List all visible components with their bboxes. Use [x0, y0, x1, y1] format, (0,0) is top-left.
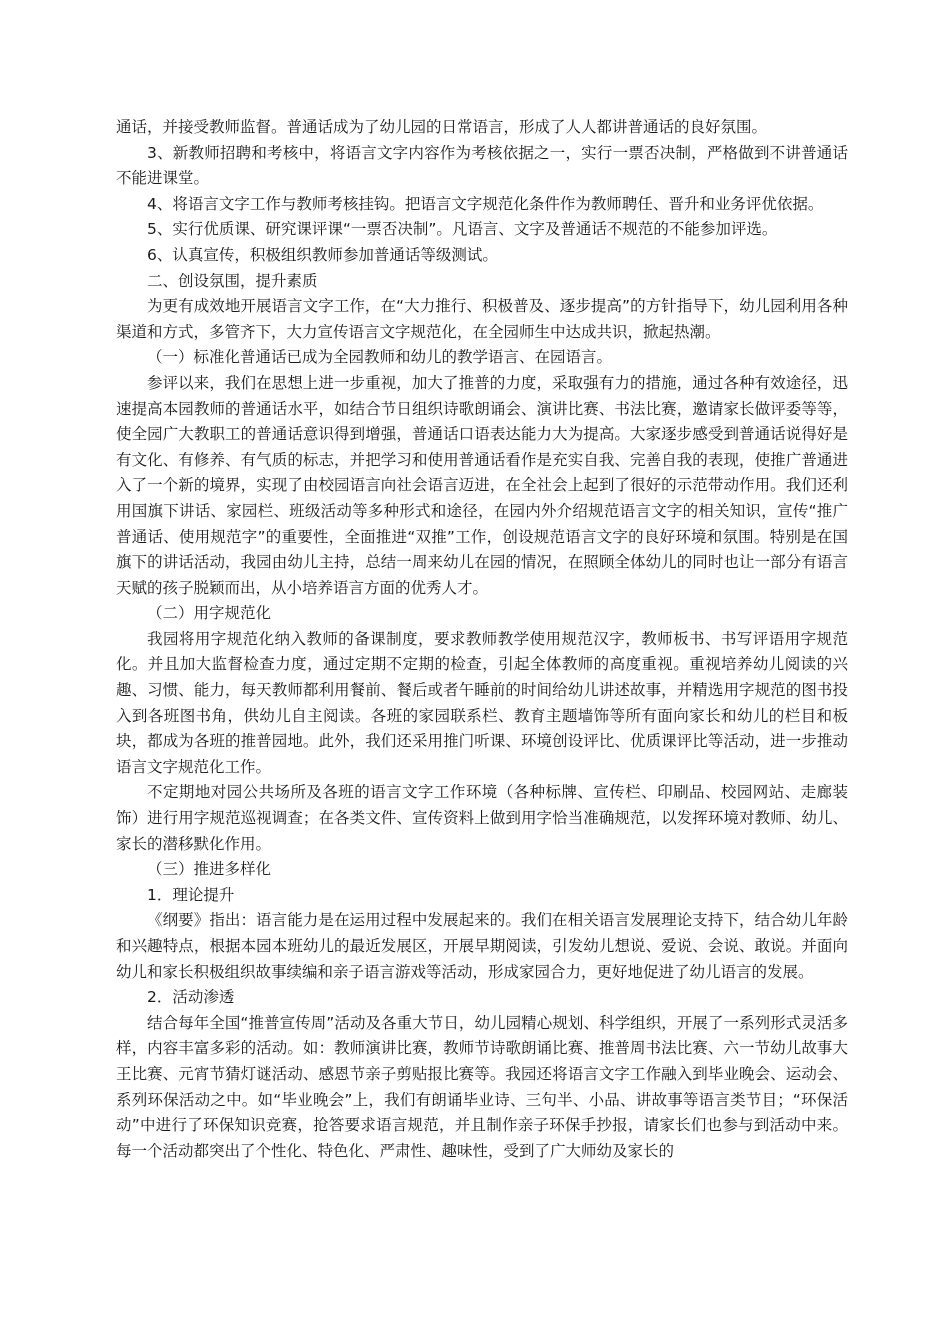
document-body [116, 115, 848, 1164]
paragraph-item-4: 4、将语言文字工作与教师考核挂钩。把语言文字规范化条件作为教师聘任、晋升和业务评优依据。 [147, 194, 824, 213]
paragraph-item-6: 6、认真宣传，积极组织教师参加普通话等级测试。 [147, 245, 498, 264]
paragraph-point-2: 结合每年全国“推普宣传周”活动及各重大节日，幼儿园精心规划、科学组织，开展了一系列形式灵活多样，内容丰富多彩的活动。如：教师演讲比赛，教师节诗歌朗诵比赛、推普周书法比赛、六一节幼儿故事大王比赛、元宵节猜灯谜活动、感恩节亲子剪贴报比赛等。我园还将语言文字工作融入到毕业晚会、运动会、系列环保活动之中。如“毕业晚会”上，我们有朗诵毕业诗、三句半、小品、讲故事等语言类节目；“环保活动”中进行了环保知识竞赛，抢答要求语言规范，并且制作亲子环保手抄报，请家长们也参与到活动中来。每一个活动都突出了个性化、特色化、严肃性、趣味性，受到了广大师幼及家长的 [116, 1013, 848, 1160]
paragraph-point-1: 《纲要》指出：语言能力是在运用过程中发展起来的。我们在相关语言发展理论支持下，结合幼儿年龄和兴趣特点，根据本园本班幼儿的最近发展区，开展早期阅读，引发幼儿想说、爱说、会说、敢说。并面向幼儿和家长积极组织故事续编和亲子语言游戏等活动，形成家园合力，更好地促进了幼儿语言的发展。 [116, 911, 848, 981]
point-heading-1: 1．理论提升 [147, 885, 235, 904]
subsection-heading-2: （二）用字规范化 [147, 604, 272, 623]
subsection-heading-3: （三）推进多样化 [147, 860, 272, 879]
paragraph-intro-continued: 通话，并接受教师监督。普通话成为了幼儿园的日常语言，形成了人人都讲普通话的良好氛围。 [116, 118, 768, 136]
point-heading-2: 2．活动渗透 [147, 988, 235, 1007]
paragraph-item-3: 3、新教师招聘和考核中，将语言文字内容作为考核依据之一，实行一票否决制，严格做到不讲普通话不能进课堂。 [116, 143, 848, 188]
paragraph-subsection-2-a: 我园将用字规范化纳入教师的备课制度，要求教师教学使用规范汉字，教师板书、书写评语用字规范化。并且加大监督检查力度，通过定期不定期的检查，引起全体教师的高度重视。重视培养幼儿阅读的兴趣、习惯、能力，每天教师都利用餐前、餐后或者午睡前的时间给幼儿讲述故事，并精选用字规范的图书投入到各班图书角，供幼儿自主阅读。各班的家园联系栏、教育主题墙饰等所有面向家长和幼儿的栏目和板块，都成为各班的推普园地。此外，我们还采用推门听课、环境创设评比、优质课评比等活动，进一步推动语言文字规范化工作。 [116, 629, 848, 776]
paragraph-section-2-intro: 为更有成效地开展语言文字工作，在“大力推行、积极普及、逐步提高”的方针指导下，幼儿园利用各种渠道和方式，多管齐下，大力宣传语言文字规范化，在全园师生中达成共识，掀起热潮。 [116, 297, 848, 341]
section-heading-2: 二、创设氛围，提升素质 [147, 271, 318, 290]
paragraph-subsection-2-b: 不定期地对园公共场所及各班的语言文字工作环境（各种标牌、宣传栏、印刷品、校园网站、走廊装饰）进行用字规范巡视调查；在各类文件、宣传资料上做到用字恰当准确规范，以发挥环境对教师、幼儿、家长的潜移默化作用。 [116, 783, 848, 853]
paragraph-item-5: 5、实行优质课、研究课评课“一票否决制”。凡语言、文字及普通话不规范的不能参加评选。 [147, 220, 778, 239]
subsection-heading-1: （一）标准化普通话已成为全园教师和幼儿的教学语言、在园语言。 [147, 348, 613, 367]
paragraph-subsection-1: 参评以来，我们在思想上进一步重视，加大了推普的力度，采取强有力的措施，通过各种有效途径，迅速提高本园教师的普通话水平，如结合节日组织诗歌朗诵会、演讲比赛、书法比赛，邀请家长做评委等等，使全园广大教职工的普通话意识得到增强，普通话口语表达能力大为提高。大家逐步感受到普通话说得好是有文化、有修养、有气质的标志，并把学习和使用普通话看作是充实自我、完善自我的表现，使推广普通进入了一个新的境界，实现了由校园语言向社会语言迈进，在全社会上起到了很好的示范带动作用。我们还利用国旗下讲话、家园栏、班级活动等多种形式和途径，在园内外介绍规范语言文字的相关知识，宣传“推广普通话、使用规范字”的重要性，全面推进“双推”工作，创设规范语言文字的良好环境和氛围。特别是在国旗下的讲话活动，我园由幼儿主持，总结一周来幼儿在园的情况，在照顾全体幼儿的同时也让一部分有语言天赋的孩子脱颖而出，从小培养语言方面的优秀人才。 [116, 373, 848, 597]
